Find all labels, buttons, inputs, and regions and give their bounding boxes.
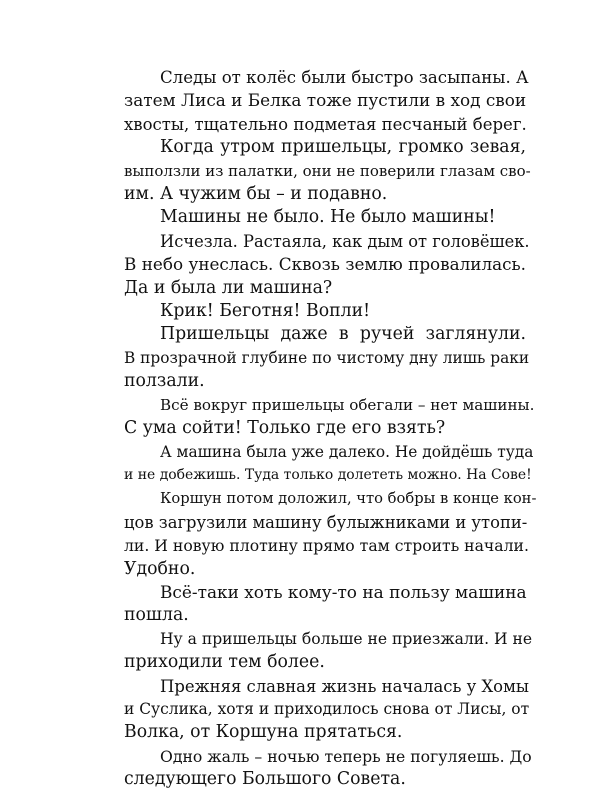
text-line: Волка, от Коршуна прятаться.: [124, 722, 403, 743]
paragraph-6: [88, 323, 530, 393]
text-line: и не добежишь. Туда только долететь можно. На Сове!: [124, 466, 532, 483]
text-line: Коршун потом доложил, что бобры в конце кон-: [160, 490, 537, 508]
paragraph-3: [88, 206, 526, 229]
paragraph-9: [88, 487, 537, 581]
text-line: Когда утром пришельцы, громко зевая,: [160, 137, 526, 158]
text-line: ли. И новую плотину прямо там строить начали.: [124, 536, 529, 556]
paragraph-1: [88, 66, 529, 136]
text-line: выползли из палатки, они не поверили глазам сво-: [124, 161, 531, 180]
paragraph-11: [88, 628, 533, 675]
text-line: Пришельцы даже в ручей заглянули.: [160, 324, 526, 345]
text-line: Всё-таки хоть кому-то на пользу машина: [160, 581, 527, 602]
text-line: Крик! Беготня! Вопли!: [160, 301, 371, 322]
paragraph-10: [88, 581, 526, 628]
text-line: Исчезла. Растаяла, как дым от головёшек.: [160, 231, 530, 251]
text-line: приходили тем более.: [124, 652, 325, 673]
text-line: Да и была ли машина?: [124, 277, 333, 298]
text-line: следующего Большого Совета.: [124, 769, 406, 790]
text-line: Одно жаль – ночью теперь не погуляешь. До: [160, 746, 532, 766]
text-line: ползали.: [124, 371, 205, 392]
text-line: цов загрузили машину булыжниками и утопи-: [124, 512, 528, 532]
book-page-text: [88, 66, 537, 792]
text-line: пошла.: [124, 605, 189, 626]
text-line: С ума сойти! Только где его взять?: [124, 418, 446, 439]
paragraph-13: [88, 745, 532, 792]
text-line: и Суслика, хотя и приходилось снова от Лисы, от: [124, 699, 530, 718]
text-line: В небо унеслась. Сквозь землю провалилась.: [124, 254, 526, 275]
text-line: А машина была уже далеко. Не дойдёшь туда: [160, 442, 534, 461]
paragraph-12: [88, 675, 530, 745]
text-line: Следы от колёс были быстро засыпаны. А: [160, 68, 529, 87]
paragraph-5: [88, 300, 526, 323]
text-line: В прозрачной глубине по чистому дну лишь раки: [124, 348, 530, 367]
text-line: Машины не было. Не было машины!: [160, 207, 496, 228]
paragraph-8: [88, 441, 534, 488]
text-line: затем Лиса и Белка тоже пустили в ход свои: [124, 90, 527, 111]
text-line: хвосты, тщательно подметая песчаный берег.: [124, 114, 527, 134]
paragraph-7: [88, 394, 535, 441]
paragraph-2: [88, 136, 531, 206]
text-line: Прежняя славная жизнь началась у Хомы: [160, 676, 529, 696]
paragraph-4: [88, 230, 530, 300]
text-line: Удобно.: [124, 558, 196, 579]
text-line: им. А чужим бы – и подавно.: [124, 184, 388, 205]
text-line: Ну а пришельцы больше не приезжали. И не: [160, 629, 533, 648]
text-line: Всё вокруг пришельцы обегали – нет машины.: [160, 395, 535, 414]
